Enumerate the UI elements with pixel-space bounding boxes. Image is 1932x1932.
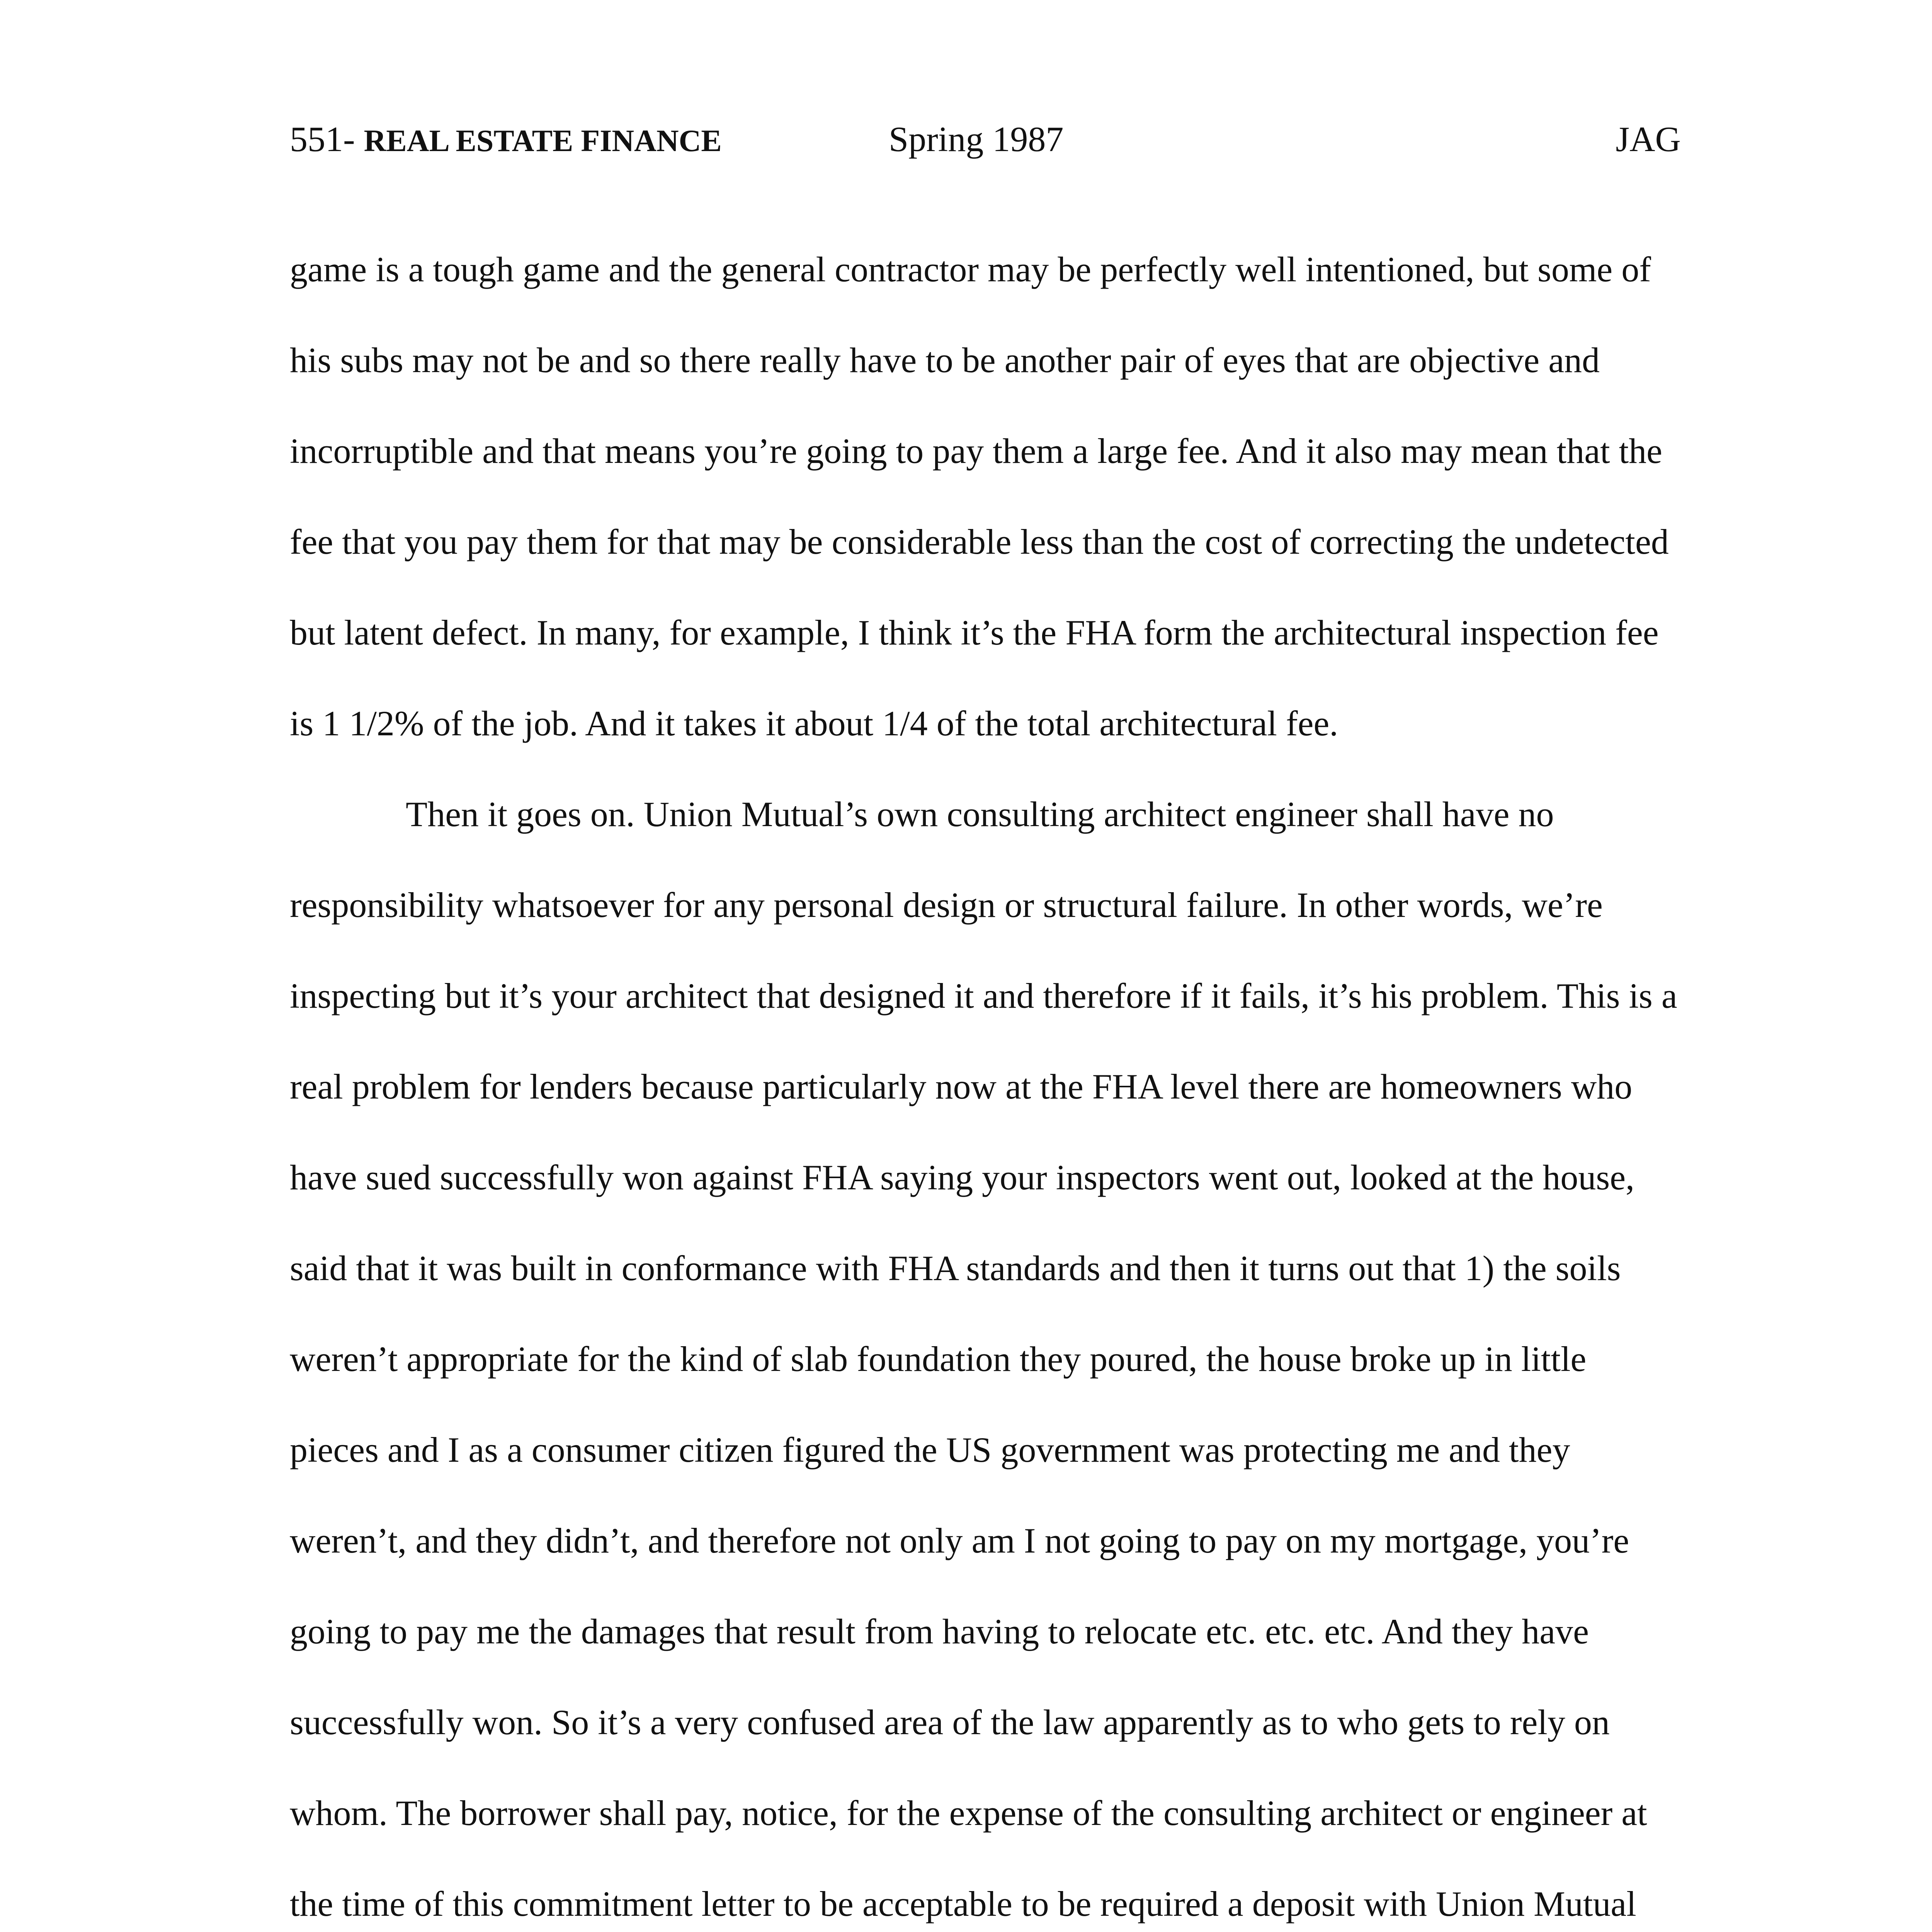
- page-header: [290, 116, 1681, 162]
- header-course: [290, 116, 722, 164]
- paragraph: Then it goes on. Union Mutual’s own consulting architect engineer shall have no responsibility whatsoever for any personal design or structural failure. In other words, we’re inspecting but it’s your architect that designed it and therefore if it fails, it’s his problem. This is a real problem for lenders because particularly now at the FHA level there are homeowners who have sued successfully won against FHA saying your inspectors went out, looked at the house, said that it was built in conformance with FHA standards and then it turns out that 1) the soils weren’t appropriate for the kind of slab foundation they poured, the house broke up in little pieces and I as a consumer citizen figured the US government was protecting me and they weren’t, and they didn’t, and therefore not only am I not going to pay on my mortgage, you’re going to pay me the damages that result from having to relocate etc. etc. etc. And they have successfully won. So it’s a very confused area of the law apparently as to who gets to rely on whom. The borrower shall pay, notice, for the expense of the consulting architect or engineer at the time of this commitment letter to be acceptable to be required a deposit with Union Mutual: [290, 794, 1677, 1923]
- transcript-body: [290, 224, 1681, 1932]
- header-term: Spring 1987: [889, 119, 1064, 159]
- header-initials: JAG: [1616, 119, 1681, 159]
- course-title: REAL ESTATE FINANCE: [364, 124, 722, 158]
- course-number: 551-: [290, 119, 355, 159]
- paragraph: game is a tough game and the general contractor may be perfectly well intentioned, but some of his subs may not be and so there really have to be another pair of eyes that are objective and incorruptible and that means you’re going to pay them a large fee. And it also may mean that the fee that you pay them for that may be considerable less than the cost of correcting the undetected but latent defect. In many, for example, I think it’s the FHA form the architectural inspection fee is 1 1/2% of the job. And it takes it about 1/4 of the total architectural fee.: [290, 250, 1669, 743]
